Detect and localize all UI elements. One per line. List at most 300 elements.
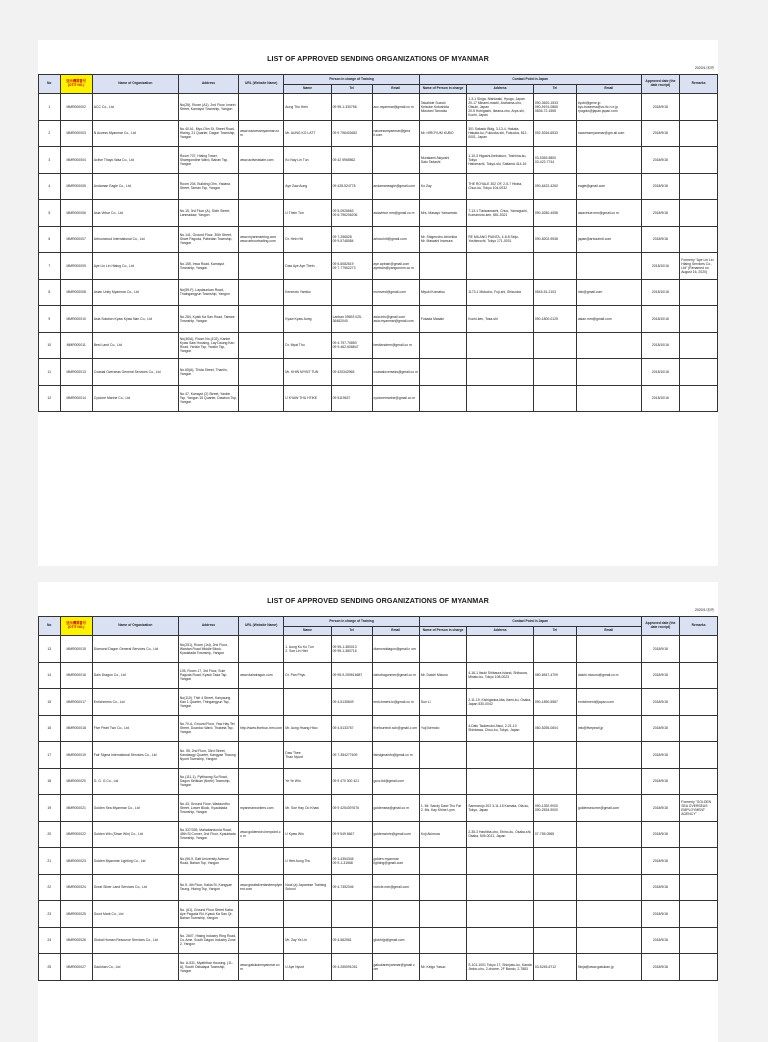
organization-address: No. (61), Ground Floor Street Kaba Aye Pagoda Rd, Kyauk Ka San Qr, Bahan Township, Yangon — [178, 901, 238, 928]
header-address: Address — [178, 75, 238, 94]
otit-number: MMR000019 — [60, 742, 92, 769]
training-contact-email: bestlandmm@gmail.co m — [372, 332, 419, 359]
japan-contact-name: Koji Akimura — [419, 821, 466, 848]
japan-contact-tel — [533, 636, 576, 663]
japan-contact-name: Yuji Ikemoto — [419, 715, 466, 742]
training-contact-name: Dr. Myat Thu — [284, 332, 331, 359]
remarks-cell — [680, 715, 718, 742]
training-contact-email: asia.info@gmail.com asia.myanmar@gmail.com — [372, 306, 419, 333]
header-person-training: Person in charge of Training — [284, 75, 420, 85]
training-contact-name: Ko Nay Lin Tun — [284, 147, 331, 174]
japan-contact-name — [419, 253, 466, 280]
japan-contact-name: Takahide Suzuki Keisuke Kotoshida Mizutani Tamotsu — [419, 94, 466, 121]
japan-contact-tel — [533, 253, 576, 280]
japan-contact-email: asiavirtue.mm@gmail.co m — [576, 200, 641, 227]
organization-address: No(26), Room (A1), 2nd Floor, Insein Street, Kamayut Township, Yangon — [178, 94, 238, 121]
training-contact-tel: 09 9 549 6667 — [331, 821, 372, 848]
japan-contact-address — [467, 253, 534, 280]
table-row — [39, 253, 718, 280]
otit-number: MMR000015 — [60, 636, 92, 663]
training-contact-name: Mr. AUNG KO LATT — [284, 120, 331, 147]
remarks-cell — [680, 636, 718, 663]
organization-address: No.5, 4th Floor, Kakia St, Kangyae Taung, Hlaing Tsp, Yangon — [178, 874, 238, 901]
organization-address: No(251), Room (1st), 2nd Floor, Wardan Road Middle Block, Kyauktada Township, Yangon — [178, 636, 238, 663]
approved-date: 2018/10/16 — [641, 359, 680, 386]
organization-name: Cyclone Marine Co., Ltd — [92, 385, 178, 412]
table-row — [39, 636, 718, 663]
row-number: 9 — [39, 306, 61, 333]
table-row — [39, 662, 718, 689]
organization-name: Good Mark Co., Ltd — [92, 901, 178, 928]
training-contact-email: gccc.ltd@gmail.com — [372, 768, 419, 795]
organization-address: No.337/339, Mahabandoola Road, 45th St Corner, 2nd Floor, Kyauktada Township, Yangon — [178, 821, 238, 848]
page-title: LIST OF APPROVED SENDING ORGANIZATIONS OF MYANMAR — [267, 596, 489, 605]
remarks-cell — [680, 742, 718, 769]
website-url — [239, 306, 284, 333]
header-contact-japan: Contact Point in Japan — [419, 617, 641, 627]
table-row — [39, 359, 718, 386]
training-contact-tel: 09 9 4254397676 — [331, 795, 372, 822]
training-contact-tel: 09 428-524778 — [331, 173, 372, 200]
japan-contact-tel: 090-8202-9538 — [533, 226, 576, 253]
training-contact-tel: 09 5-0926663 09 6-796206206 — [331, 200, 372, 227]
header-otit-no: 送出機関番号 (OTIT NO.) — [60, 75, 92, 94]
japan-contact-email: eagle@gmail.com — [576, 173, 641, 200]
organization-name: Active Thayo Waa Co., Ltd — [92, 147, 178, 174]
organization-name: Golden Sea Myanmar Co., Ltd — [92, 795, 178, 822]
japan-contact-address — [467, 385, 534, 412]
japan-contact-address — [467, 768, 534, 795]
remarks-cell — [680, 954, 718, 981]
japan-contact-tel: 080-6547-4709 — [533, 662, 576, 689]
training-contact-email: daindragonmm@gmail.co m — [372, 662, 419, 689]
approved-date: 2018/9/18 — [641, 927, 680, 954]
training-contact-email: gakukanmyanmar@gmail.c om — [372, 954, 419, 981]
approved-date: 2018/9/18 — [641, 954, 680, 981]
approved-date: 2018/10/16 — [641, 385, 680, 412]
approved-date: 2018/9/18 — [641, 94, 680, 121]
website-url: http://www.fivefour-mm.com — [239, 715, 284, 742]
training-contact-email: mcinvest@gmail.com — [372, 279, 419, 306]
japan-contact-tel — [533, 742, 576, 769]
japan-contact-tel — [533, 385, 576, 412]
table-row — [39, 768, 718, 795]
training-contact-tel — [331, 279, 372, 306]
otit-number: MMR000014 — [60, 385, 92, 412]
otit-number: MMR000021 — [60, 795, 92, 822]
website-url — [239, 200, 284, 227]
otit-number: MMR000022 — [60, 821, 92, 848]
japan-contact-tel: 07-755-0965 — [533, 821, 576, 848]
organization-name: Diamond Dagon General Services Co., Ltd — [92, 636, 178, 663]
row-number: 11 — [39, 359, 61, 386]
otit-number: MMR000025 — [60, 901, 92, 928]
date-stamp: 2020/1/末時 — [694, 608, 714, 612]
japan-contact-email — [576, 636, 641, 663]
japan-contact-name: Mrs. Masayo Yamamoto — [419, 200, 466, 227]
japan-contact-tel — [533, 901, 576, 928]
training-contact-email: coastaloverseas@gmail.co m — [372, 359, 419, 386]
otit-number: MMR000002 — [60, 94, 92, 121]
japan-contact-address — [467, 927, 534, 954]
website-url — [239, 253, 284, 280]
header-contact-japan: Contact Point in Japan — [419, 75, 641, 85]
organization-name: N Access Myanmar Co., Ltd — [92, 120, 178, 147]
japan-contact-email — [576, 147, 641, 174]
website-url — [239, 279, 284, 306]
remarks-cell — [680, 768, 718, 795]
table-row — [39, 874, 718, 901]
training-contact-email: naccessmyanmar@gma il.com — [372, 120, 419, 147]
header-approved-date: Approved date (the date receipt) — [641, 617, 680, 636]
table-row — [39, 715, 718, 742]
japan-contact-name — [419, 874, 466, 901]
japan-contact-name: Ko Zay — [419, 173, 466, 200]
training-contact-name: Dr. Pan Phyu — [284, 662, 331, 689]
table-row — [39, 742, 718, 769]
header-person-in-charge: Name of Person in charge — [419, 85, 466, 94]
row-number: 24 — [39, 927, 61, 954]
japan-contact-address: S-101-1001 Tokyo 17, Shinjuku-ku, Kanda Jimbo-cho, 2-chome, 2F Bando, 2-7883 — [467, 954, 534, 981]
document-page-1 — [38, 40, 718, 566]
website-url — [239, 636, 284, 663]
training-contact-name: Daw Aye Aye Thein — [284, 253, 331, 280]
japan-contact-name — [419, 848, 466, 875]
japan-contact-address: 2-11-19, Kishigaoka-kita, Itami-ku, Osaka, Japan 530-0042 — [467, 689, 534, 716]
row-number: 17 — [39, 742, 61, 769]
remarks-cell: Formerly "GOLDEN SEA OVERSEAS EMPLOYMENT AGENCY" — [680, 795, 718, 822]
japan-contact-name — [419, 332, 466, 359]
training-contact-tel: 09 1-4354345 09 9-1-31568 — [331, 848, 372, 875]
training-contact-email: globhrjp@gmail.com — [372, 927, 419, 954]
training-contact-email: acc.myanmar@gmail.co m — [372, 94, 419, 121]
otit-number: MMR000008 — [60, 279, 92, 306]
remarks-cell — [680, 359, 718, 386]
row-number: 6 — [39, 226, 61, 253]
training-contact-email: goldenwinhr@gmail.com — [372, 821, 419, 848]
page-title: LIST OF APPROVED SENDING ORGANIZATIONS OF MYANMAR — [267, 54, 489, 63]
japan-contact-email: enrichment@japan.com — [576, 689, 641, 716]
japan-contact-email — [576, 901, 641, 928]
otit-number: MMR000009 — [60, 253, 92, 280]
japan-contact-tel: 090-1890-5587 — [533, 689, 576, 716]
header-japan-email: Email — [576, 85, 641, 94]
table-row — [39, 226, 718, 253]
table-row — [39, 147, 718, 174]
japan-contact-name: 1. Mr. Sandy Dawi Thu Far 2. Ms. Kay Khine Lynn — [419, 795, 466, 822]
training-contact-name: Dr. Hein Htt — [284, 226, 331, 253]
website-url — [239, 927, 284, 954]
organization-name: G. G. G Co., Ltd — [92, 768, 178, 795]
table-row — [39, 821, 718, 848]
organization-name: Fair Sigma International Services Co., Ltd — [92, 742, 178, 769]
table-row — [39, 689, 718, 716]
japan-contact-address: 2-35-3 Hashiba-cho, Ebino-ku, Osaka-shi, Osaka, 545-0021, Japan — [467, 821, 534, 848]
remarks-cell — [680, 821, 718, 848]
organization-address: No.40 A1, Myo-Ohn St, Street Road, Hlaing, 21 Quarter, Dagon Township, Yangon — [178, 120, 238, 147]
japan-contact-email — [576, 332, 641, 359]
otit-number: MMR000010 — [60, 306, 92, 333]
remarks-cell — [680, 120, 718, 147]
organization-name: Best Land Co., Ltd — [92, 332, 178, 359]
training-contact-email: golden myanmar lighting@gmail.com — [372, 848, 419, 875]
header-japan-tel: Tel — [533, 627, 576, 636]
japan-contact-address: 4-Dalu Tadoeudui Atsui, 2-21-10 Shinkawa, Chuo-ku, Tokyo, Japan — [467, 715, 534, 742]
japan-contact-tel: 090-1800-0125 — [533, 306, 576, 333]
otit-number: MMR000013 — [60, 359, 92, 386]
row-number: 18 — [39, 768, 61, 795]
japan-contact-address — [467, 359, 534, 386]
japan-contact-email — [576, 359, 641, 386]
remarks-cell: Formerly "Aye Lin Lin Hlaing Services Co., Ltd" (Renamed on August 16, 2020) — [680, 253, 718, 280]
otit-number: MMR000017 — [60, 689, 92, 716]
remarks-cell — [680, 385, 718, 412]
header-tel: Tel — [331, 85, 372, 94]
training-contact-email: goldensea@gmail.co m — [372, 795, 419, 822]
header-address: Address — [178, 617, 238, 636]
organization-name: Enrichmens Co., Ltd — [92, 689, 178, 716]
organization-address: No.47, Kanayut (2) Street, Yankin Tsp, Yangon 15 Quarter, Dawbon Tsp, Yangon — [178, 385, 238, 412]
approved-date: 2018/9/18 — [641, 848, 680, 875]
website-url: www.activeasiahr.com — [239, 147, 284, 174]
organization-name: Arbourwood International Co., Ltd — [92, 226, 178, 253]
japan-contact-name: Murakami Akiyoshi Sato Tadashi — [419, 147, 466, 174]
organization-address: No.65(A), Thida Street, Thanlin, Yangon — [178, 359, 238, 386]
website-url — [239, 848, 284, 875]
otit-number: MMR000024 — [60, 874, 92, 901]
header-name: Name — [284, 85, 331, 94]
japan-contact-email — [576, 821, 641, 848]
approved-date: 2018/9/18 — [641, 715, 680, 742]
table-row — [39, 279, 718, 306]
japan-contact-address: Sanmarujo 202 3-11-15 Kamata, Ota-ku, Tokyo, Japan — [467, 795, 534, 822]
remarks-cell — [680, 306, 718, 333]
row-number: 20 — [39, 821, 61, 848]
training-contact-email: fairsigmainfo@gmail.co m — [372, 742, 419, 769]
japan-contact-address — [467, 848, 534, 875]
organization-name: Global Human Resource Services Co., Ltd — [92, 927, 178, 954]
header-person-in-charge: Name of Person in charge — [419, 627, 466, 636]
organizations-table — [38, 74, 718, 412]
otit-number: MMR000003 — [60, 120, 92, 147]
training-contact-name: Aung Thu Hein — [284, 94, 331, 121]
header-approved-date: Approved date (the date receipt) — [641, 75, 680, 94]
website-url — [239, 768, 284, 795]
otit-number: MMR000004 — [60, 147, 92, 174]
approved-date: 2018/9/18 — [641, 742, 680, 769]
table-row — [39, 901, 718, 928]
organization-name: Aye Lin Lin Hlaing Co., Ltd — [92, 253, 178, 280]
header-organization: Name of Organization — [92, 617, 178, 636]
remarks-cell — [680, 927, 718, 954]
organization-address: Room 204, Building Ohn, Yadana Street, Taman Tsp, Yangon — [178, 173, 238, 200]
japan-contact-name: Mr. HIROYUKI KUBO — [419, 120, 466, 147]
japan-contact-name — [419, 636, 466, 663]
otit-number: MMR000005 — [60, 173, 92, 200]
remarks-cell — [680, 332, 718, 359]
japan-contact-tel: 090-1392-9000 090-2534-9000 — [533, 795, 576, 822]
japan-contact-name: Mr. Daichi Mizuno — [419, 662, 466, 689]
header-japan-address: Address — [467, 85, 534, 94]
approved-date: 2018/9/18 — [641, 795, 680, 822]
website-url: www.naccessmyanmar.co m — [239, 120, 284, 147]
japan-contact-name: Sun Li — [419, 689, 466, 716]
japan-contact-email — [576, 848, 641, 875]
table-row — [39, 173, 718, 200]
organization-address: No. 2607, Hlaing Industry Ring Road, Co-Ame, South Dagon Industry Zone 2, Yangon — [178, 927, 238, 954]
website-url — [239, 94, 284, 121]
japan-contact-address: 7-13-1 Tokiwamachi, Chuo, Yamaguchi, Kumamoto-ken, 861-5321 — [467, 200, 534, 227]
website-url — [239, 742, 284, 769]
organization-address: No(110), Thiri 4 Street, Kanyaung Kan 1 Quarter, Thingangyun Tsp, Yangon — [178, 689, 238, 716]
table-row — [39, 795, 718, 822]
organization-address: No.43, Ground Floor, Wadaunthu Street, Lower Block, Kyauktada Township, Yangon — [178, 795, 238, 822]
japan-contact-name — [419, 385, 466, 412]
organization-name: ACC Co., Ltd — [92, 94, 178, 121]
training-contact-name — [284, 901, 331, 928]
japan-contact-tel — [533, 359, 576, 386]
training-contact-tel: 09 95-1-330756 — [331, 94, 372, 121]
training-contact-email — [372, 147, 419, 174]
organization-address: No.(96-9, Satt University Avenue Road, Bahan Tsp, Yangon — [178, 848, 238, 875]
website-url: www.greatsilverlandemplyment.com — [239, 874, 284, 901]
remarks-cell — [680, 279, 718, 306]
otit-number: MMR000023 — [60, 848, 92, 875]
organization-name: Five Pearl Two Co., Ltd — [92, 715, 178, 742]
organizations-table — [38, 616, 718, 981]
japan-contact-address — [467, 742, 534, 769]
remarks-cell — [680, 689, 718, 716]
japan-contact-tel: 092-5316-6533 — [533, 120, 576, 147]
header-url: URL (Website Name) — [239, 617, 284, 636]
japan-contact-name: Mr. Keigo Yasuo — [419, 954, 466, 981]
organization-name: Asian Unity Myanmar Co., Ltd — [92, 279, 178, 306]
header-url: URL (Website Name) — [239, 75, 284, 94]
organization-name: Golden Myanmar Lighting Co., Ltd — [92, 848, 178, 875]
approved-date: 2018/9/18 — [641, 120, 680, 147]
training-contact-name: Mr. Zay Ya Lin — [284, 927, 331, 954]
organization-address: No. 55, 2nd Floor, 33rd Street, Kandawgy Quarter, Kangyae Thaung Nyunt Township, Yangon — [178, 742, 238, 769]
remarks-cell — [680, 200, 718, 227]
organization-name: Andaman Eagle Co., Ltd — [92, 173, 178, 200]
organization-address: No.155, Inwa Road, Kamayut Township, Yangon — [178, 253, 238, 280]
training-contact-name: U Kyaw Win — [284, 821, 331, 848]
training-contact-name: 1. Aung Ko Ko Tun 2. Soe Lin Htet — [284, 636, 331, 663]
japan-contact-address: 301 Sakado Bldg, 3-13-4, Hakata, Hakata-ku, Fukuoka-shi, Fukuoka, 812-0001, Japan — [467, 120, 534, 147]
training-contact-name: Mr. Aung Hsang Htoo — [284, 715, 331, 742]
training-contact-tel: 09 42 5965562 — [331, 147, 372, 174]
japan-contact-email: info@gmail.com — [576, 279, 641, 306]
japan-contact-email: info@fivepearl.jp — [576, 715, 641, 742]
training-contact-tel: 09 425342968 — [331, 359, 372, 386]
otit-number: MMR000026 — [60, 927, 92, 954]
training-contact-email: asiavirtue.mm@gmail.co m — [372, 200, 419, 227]
header-name: Name — [284, 627, 331, 636]
japan-contact-address: 1-10-3 Higashi-Ikebukuro, Toshima-ku, Tokyo Hatomachi, Tokyo-shi, Saitama 414-16 — [467, 147, 534, 174]
training-contact-tel: 09 5-5082619 09 7-77962273 — [331, 253, 372, 280]
organization-address: 105, Room 17, 3rd Floor, Sule Pagoda Road, Kyauk Tada Tsp, Yangon — [178, 662, 238, 689]
approved-date: 2018/9/18 — [641, 226, 680, 253]
row-number: 14 — [39, 662, 61, 689]
organization-name: Dain Dragon Co., Ltd — [92, 662, 178, 689]
row-number: 8 — [39, 279, 61, 306]
japan-contact-email — [576, 253, 641, 280]
training-contact-name: U Aye Nyunt — [284, 954, 331, 981]
training-contact-tel: 09 4-7352046 — [331, 874, 372, 901]
approved-date: 2018/9/18 — [641, 689, 680, 716]
header-email: Email — [372, 627, 419, 636]
japan-contact-email — [576, 742, 641, 769]
row-number: 5 — [39, 200, 61, 227]
training-contact-email: noricle.mm@gmail.com — [372, 874, 419, 901]
approved-date: 2018/9/18 — [641, 768, 680, 795]
japan-contact-address: 1173-1 Midocho, Fuji-shi, Shizuoka — [467, 279, 534, 306]
row-number: 12 — [39, 385, 61, 412]
table-row — [39, 306, 718, 333]
training-contact-tel: 09 7-256528 09 9-5748084 — [331, 226, 372, 253]
row-number: 22 — [39, 874, 61, 901]
japan-contact-email — [576, 385, 641, 412]
organization-name: Golden Win (Shwe Win) Co., Ltd — [92, 821, 178, 848]
remarks-cell — [680, 901, 718, 928]
japan-contact-email: Ninja@www.gakukan.jp — [576, 954, 641, 981]
website-url — [239, 385, 284, 412]
remarks-cell — [680, 662, 718, 689]
organization-address: No.284, Kyaik Ka San Road, Tamwe Township, Yangon — [178, 306, 238, 333]
table-body — [39, 94, 718, 412]
training-contact-name: U KYAW THU HTIKE — [284, 385, 331, 412]
training-contact-name: Aye Zaw Aung — [284, 173, 331, 200]
training-contact-email: fivefourtech.sch@gmail.c om — [372, 715, 419, 742]
remarks-cell — [680, 173, 718, 200]
organization-address: No. A-531, Myaththar Housing, (11-A), South Okkalapa Township, Yangon — [178, 954, 238, 981]
japan-contact-tel — [533, 768, 576, 795]
approved-date: 2018/9/18 — [641, 147, 680, 174]
table-body — [39, 636, 718, 981]
row-number: 2 — [39, 120, 61, 147]
approved-date: 2018/9/18 — [641, 636, 680, 663]
approved-date: 2018/9/18 — [641, 173, 680, 200]
training-contact-tel — [331, 901, 372, 928]
japan-contact-address — [467, 901, 534, 928]
training-contact-tel: 09 9 470 300 421 — [331, 768, 372, 795]
organization-address: No.(111-1), Pyithaung Su Road, Dagon Seikkan (North) Township, Yangon — [178, 768, 238, 795]
japan-contact-name: Mr. Shigenobu Ichichika Mr. Masashi Inamura — [419, 226, 466, 253]
header-remarks: Remarks — [680, 75, 718, 94]
training-contact-name: U Htet Aung Thu — [284, 848, 331, 875]
website-url: www.daindragon.com — [239, 662, 284, 689]
organization-name: Gaukhan Co., Ltd — [92, 954, 178, 981]
otit-number: MMR000016 — [60, 662, 92, 689]
organization-address: No.15, 3rd Floor (A), Sixth Street, Lanmadaw, Yangon — [178, 200, 238, 227]
training-contact-tel: Lanban 09693 025-36482040 — [331, 306, 372, 333]
website-url — [239, 901, 284, 928]
training-contact-tel: 09 95-9-259616687 — [331, 662, 372, 689]
japan-contact-tel: 03-5353-5800 03-422-7744 — [533, 147, 576, 174]
japan-contact-tel — [533, 848, 576, 875]
header-no: No — [39, 617, 61, 636]
row-number: 1 — [39, 94, 61, 121]
row-number: 19 — [39, 795, 61, 822]
date-stamp: 2020/1/末時 — [694, 66, 714, 70]
header-remarks: Remarks — [680, 617, 718, 636]
training-contact-name: U Thein Tun — [284, 200, 331, 227]
organization-address: No(59-F), Laydaunkan Road, Thaingangyun Township, Yangon — [178, 279, 238, 306]
training-contact-name: Kyaw Kyaw Aung — [284, 306, 331, 333]
row-number: 23 — [39, 901, 61, 928]
japan-contact-email: naccessmyanmar@gm ail.com — [576, 120, 641, 147]
approved-date: 2018/9/18 — [641, 874, 680, 901]
